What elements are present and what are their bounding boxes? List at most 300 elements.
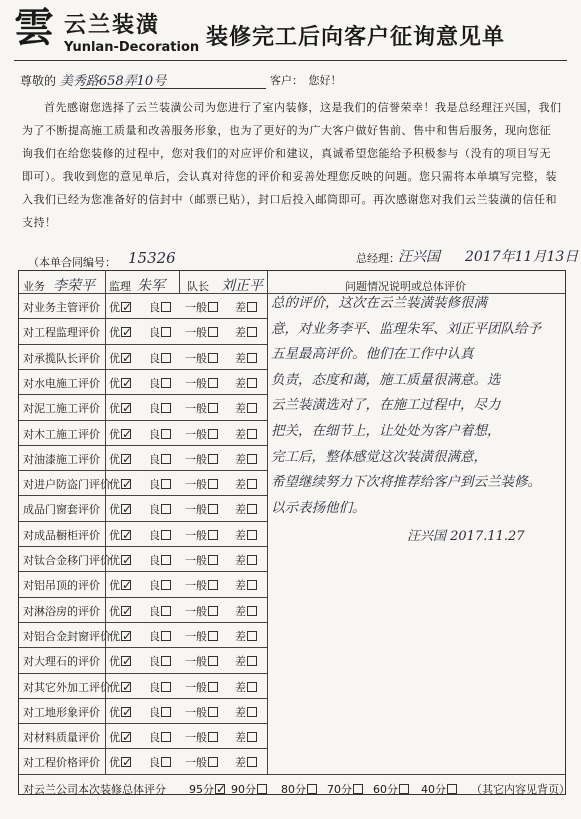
rating-label: 良: [149, 402, 160, 416]
rating-label: 一般: [185, 376, 207, 390]
checkbox[interactable]: [208, 302, 218, 312]
comment-line: 五星最高评价。他们在工作中认真: [271, 346, 474, 363]
form-title: 装修完工后向客户征询意见单: [206, 25, 506, 50]
rating-option[interactable]: [109, 603, 132, 619]
rating-option[interactable]: [185, 552, 218, 568]
row-label: 对工程监理评价: [23, 326, 100, 340]
row-label: 对工程价格评价: [23, 756, 100, 770]
checkbox[interactable]: [208, 454, 218, 464]
rating-option[interactable]: [109, 375, 132, 391]
checkbox[interactable]: [208, 403, 218, 413]
column-divider: [105, 293, 106, 774]
row-label: 对材料质量评价: [23, 731, 100, 745]
rating-option[interactable]: [235, 704, 257, 720]
row-label: 对其它外加工评价: [23, 680, 111, 694]
rating-option[interactable]: [149, 552, 171, 568]
rating-option[interactable]: [149, 476, 171, 492]
column-divider: [267, 271, 268, 774]
rating-option[interactable]: [109, 400, 132, 416]
checkbox[interactable]: [161, 479, 171, 489]
rating-label: 差: [235, 680, 246, 694]
rating-label: 差: [235, 478, 246, 492]
rating-option[interactable]: [149, 375, 171, 391]
rating-label: 差: [235, 629, 246, 643]
comment-line: 完工后，整体感觉这次装潢很满意，: [271, 448, 487, 465]
checkmark-icon: ✓: [122, 300, 133, 314]
rating-option[interactable]: [109, 754, 132, 770]
salesman-name[interactable]: 李荣平: [53, 278, 95, 294]
checkmark-icon: ✓: [122, 578, 133, 593]
address-underline: [80, 88, 266, 89]
rating-label: 一般: [185, 756, 207, 770]
rating-label: 一般: [185, 402, 207, 416]
checkbox[interactable]: [208, 530, 218, 540]
rating-option[interactable]: [149, 704, 171, 720]
rating-label: 差: [235, 604, 246, 618]
rating-option[interactable]: [185, 299, 218, 315]
rating-label: 良: [149, 756, 160, 770]
row-label: 对进户防盗门评价: [23, 478, 111, 492]
row-divider: [19, 622, 267, 623]
rating-label: 优: [109, 326, 120, 340]
rating-label: 差: [235, 756, 246, 770]
rating-option[interactable]: [235, 628, 257, 644]
rating-label: 优: [109, 452, 120, 466]
checkmark-icon: ✓: [122, 401, 133, 416]
checkmark-icon: ✓: [122, 477, 133, 492]
rating-label: 一般: [185, 731, 207, 745]
rating-label: 一般: [185, 351, 207, 365]
checkmark-icon: ✓: [122, 527, 133, 542]
checkbox[interactable]: [447, 784, 457, 794]
salesman-label: 业务: [23, 280, 45, 293]
rating-option[interactable]: [185, 426, 218, 442]
rating-label: 优: [109, 756, 120, 770]
checkbox[interactable]: [208, 656, 218, 666]
rating-option[interactable]: [185, 501, 218, 517]
row-divider: [19, 571, 267, 572]
manager-label: 总经理：: [356, 252, 400, 265]
score-option[interactable]: [327, 781, 363, 797]
checkmark-icon: ✓: [122, 755, 133, 770]
checkbox[interactable]: [247, 707, 257, 717]
rating-label: 优: [109, 705, 120, 719]
checkbox[interactable]: [208, 327, 218, 337]
row-label: 对业务主管评价: [23, 301, 100, 314]
checkbox[interactable]: [247, 378, 257, 388]
checkbox[interactable]: [208, 606, 218, 616]
rating-label: 优: [109, 629, 120, 643]
checkbox[interactable]: [257, 784, 267, 794]
rating-option[interactable]: [235, 527, 257, 543]
checkbox[interactable]: [208, 429, 218, 439]
checkbox[interactable]: [161, 631, 171, 641]
checkmark-icon: ✓: [122, 451, 133, 466]
rating-option[interactable]: [149, 628, 171, 644]
column-divider: [105, 271, 106, 293]
checkmark-icon: ✓: [122, 704, 133, 719]
row-divider: [19, 344, 267, 345]
rating-option[interactable]: [109, 679, 132, 695]
row-divider: [19, 597, 267, 598]
rating-option[interactable]: [149, 653, 171, 669]
rating-label: 良: [149, 376, 160, 390]
rating-label: 良: [149, 579, 160, 593]
checkbox[interactable]: [247, 479, 257, 489]
checkbox[interactable]: [208, 732, 218, 742]
rating-option[interactable]: [109, 324, 132, 340]
rating-option[interactable]: [185, 527, 218, 543]
rating-label: 一般: [185, 478, 207, 492]
rating-option[interactable]: [149, 577, 171, 593]
rating-option[interactable]: [185, 679, 218, 695]
score-label: 40分: [421, 782, 446, 796]
checkbox[interactable]: [161, 682, 171, 692]
row-divider: [19, 470, 267, 471]
rating-option[interactable]: [109, 299, 132, 315]
rating-label: 优: [109, 376, 120, 390]
rating-option[interactable]: [235, 426, 257, 442]
checkbox[interactable]: [161, 555, 171, 565]
checkmark-icon: ✓: [122, 628, 133, 643]
checkbox[interactable]: [208, 504, 218, 514]
checkbox[interactable]: [208, 707, 218, 717]
row-divider: [19, 698, 267, 699]
rating-label: 优: [109, 301, 120, 314]
checkbox[interactable]: [247, 327, 257, 337]
brand-name-en: Yunlan-Decoration: [64, 40, 200, 55]
rating-label: 优: [109, 427, 120, 441]
rating-label: 一般: [185, 301, 207, 314]
row-divider: [19, 369, 267, 370]
rating-option[interactable]: [185, 729, 218, 745]
rating-option[interactable]: [235, 653, 257, 669]
checkbox[interactable]: [247, 555, 257, 565]
rating-option[interactable]: [109, 476, 132, 492]
rating-option[interactable]: [109, 451, 132, 467]
rating-option[interactable]: [235, 400, 257, 416]
rating-option[interactable]: [149, 603, 171, 619]
checkmark-icon: ✓: [216, 781, 227, 796]
rating-label: 一般: [185, 528, 207, 542]
row-label: 成品门窗套评价: [23, 503, 100, 517]
checkmark-icon: ✓: [122, 553, 133, 567]
row-divider: [19, 748, 267, 749]
rating-option[interactable]: [235, 350, 257, 366]
row-label: 对木工施工评价: [23, 427, 100, 441]
score-option[interactable]: [373, 781, 409, 797]
rating-option[interactable]: [109, 628, 132, 644]
row-divider: [19, 394, 267, 395]
rating-option[interactable]: [109, 527, 132, 543]
rating-option[interactable]: [185, 704, 218, 720]
rating-label: 良: [149, 731, 160, 745]
contract-number-label: （本单合同编号：: [28, 256, 116, 269]
company-logo-icon: 雲: [14, 4, 54, 51]
comment-header: 问题情况说明或总体评价: [345, 280, 466, 293]
rating-label: 优: [109, 604, 120, 618]
row-label: 对油漆施工评价: [23, 452, 100, 466]
checkbox[interactable]: [247, 631, 257, 641]
rating-option[interactable]: [235, 476, 257, 492]
brand-name-cn: 云兰装潢: [64, 13, 161, 38]
row-label: 对承揽队长评价: [23, 351, 100, 365]
rating-label: 良: [149, 326, 160, 340]
rating-label: 优: [109, 579, 120, 593]
checkbox[interactable]: [161, 530, 171, 540]
checkbox[interactable]: [247, 454, 257, 464]
rating-option[interactable]: [149, 451, 171, 467]
rating-option[interactable]: [185, 653, 218, 669]
rating-label: 良: [149, 452, 160, 466]
rating-option[interactable]: [149, 426, 171, 442]
checkbox[interactable]: [247, 682, 257, 692]
checkmark-icon: ✓: [122, 325, 133, 340]
rating-label: 差: [235, 427, 246, 441]
back-page-note: （其它内容见背页）: [471, 782, 570, 796]
checkbox[interactable]: [247, 656, 257, 666]
rating-label: 优: [109, 402, 120, 416]
checkbox[interactable]: [247, 504, 257, 514]
score-option[interactable]: [281, 781, 317, 797]
rating-label: 优: [109, 731, 120, 745]
rating-option[interactable]: [149, 679, 171, 695]
checkbox[interactable]: [161, 378, 171, 388]
customer-address[interactable]: 美秀路658弄10号: [59, 74, 167, 89]
checkbox[interactable]: [161, 327, 171, 337]
column-divider: [179, 271, 180, 293]
rating-label: 一般: [185, 503, 207, 517]
checkmark-icon: ✓: [122, 350, 133, 365]
rating-option[interactable]: [109, 704, 132, 720]
rating-label: 一般: [185, 554, 207, 567]
rating-option[interactable]: [185, 324, 218, 340]
comment-line: 意，对业务李平、监理朱军、刘正平团队给予: [271, 320, 541, 337]
rating-label: 良: [149, 705, 160, 719]
rating-option[interactable]: [149, 501, 171, 517]
checkbox[interactable]: [161, 757, 171, 767]
rating-label: 优: [109, 680, 120, 694]
score-label: 90分: [231, 782, 256, 796]
row-label: 对水电施工评价: [23, 376, 100, 390]
checkbox[interactable]: [307, 784, 317, 794]
rating-label: 差: [235, 554, 246, 567]
comment-line: 总的评价，这次在云兰装潢装修很满: [271, 295, 487, 311]
rating-label: 差: [235, 705, 246, 719]
rating-label: 一般: [185, 655, 207, 669]
header-divider: [14, 60, 567, 61]
rating-option[interactable]: [185, 754, 218, 770]
rating-option[interactable]: [109, 729, 132, 745]
checkmark-icon: ✓: [122, 502, 133, 517]
checkbox[interactable]: [161, 403, 171, 413]
rating-option[interactable]: [235, 552, 257, 568]
rating-option[interactable]: [235, 299, 257, 315]
checkbox[interactable]: [353, 784, 363, 794]
supervisor-label: 监理: [109, 280, 131, 293]
rating-option[interactable]: [109, 350, 132, 366]
rating-option[interactable]: [149, 324, 171, 340]
checkbox[interactable]: [161, 454, 171, 464]
checkbox[interactable]: [247, 732, 257, 742]
rating-option[interactable]: [185, 350, 218, 366]
comment-signature: 汪兴国 2017.11.27: [407, 529, 525, 544]
rating-option[interactable]: [149, 400, 171, 416]
checkbox[interactable]: [208, 580, 218, 590]
row-divider: [19, 521, 267, 522]
checkbox[interactable]: [247, 302, 257, 312]
rating-label: 优: [109, 351, 120, 365]
rating-label: 差: [235, 301, 246, 314]
rating-option[interactable]: [185, 577, 218, 593]
row-label: 对大理石的评价: [23, 655, 100, 669]
rating-label: 良: [149, 655, 160, 669]
checkbox[interactable]: [161, 504, 171, 514]
rating-option[interactable]: [109, 426, 132, 442]
checkbox[interactable]: [208, 757, 218, 767]
supervisor-name[interactable]: 朱军: [137, 278, 165, 294]
rating-option[interactable]: [185, 400, 218, 416]
rating-label: 一般: [185, 680, 207, 694]
score-option[interactable]: [421, 781, 457, 797]
rating-label: 差: [235, 579, 246, 593]
rating-label: 优: [109, 503, 120, 517]
checkbox[interactable]: [208, 479, 218, 489]
rating-option[interactable]: [235, 754, 257, 770]
checkbox[interactable]: [208, 353, 218, 363]
rating-label: 一般: [185, 705, 207, 719]
checkbox[interactable]: [161, 302, 171, 312]
rating-option[interactable]: [235, 729, 257, 745]
rating-label: 良: [149, 427, 160, 441]
checkbox[interactable]: [399, 784, 409, 794]
issue-date: 2017年11月13日: [465, 249, 579, 265]
rating-option[interactable]: [185, 451, 218, 467]
checkbox[interactable]: [247, 606, 257, 616]
row-divider: [19, 495, 267, 496]
score-option[interactable]: [189, 781, 226, 797]
rating-label: 优: [109, 478, 120, 492]
rating-option[interactable]: [185, 603, 218, 619]
checkbox[interactable]: [161, 732, 171, 742]
rating-label: 一般: [185, 452, 207, 466]
footer-divider: [19, 774, 565, 775]
checkbox[interactable]: [161, 429, 171, 439]
score-label: 70分: [327, 782, 352, 796]
checkbox[interactable]: [208, 378, 218, 388]
rating-label: 一般: [185, 629, 207, 643]
rating-label: 一般: [185, 604, 207, 618]
checkbox[interactable]: [161, 656, 171, 666]
checkbox[interactable]: [208, 631, 218, 641]
checkbox[interactable]: [208, 555, 218, 565]
rating-option[interactable]: [185, 628, 218, 644]
rating-option[interactable]: [149, 299, 171, 315]
row-label: 对泥工施工评价: [23, 402, 100, 416]
rating-option[interactable]: [235, 577, 257, 593]
row-label: 对成品橱柜评价: [23, 528, 100, 542]
salutation-suffix: 客户： 您好！: [270, 74, 342, 87]
row-label: 对铝合金封窗评价: [23, 629, 111, 643]
rating-label: 良: [149, 680, 160, 694]
rating-option[interactable]: [109, 501, 132, 517]
rating-option[interactable]: [185, 375, 218, 391]
rating-option[interactable]: [149, 729, 171, 745]
checkbox[interactable]: [161, 353, 171, 363]
foreman-name[interactable]: 刘正平: [221, 278, 263, 294]
rating-option[interactable]: [185, 476, 218, 492]
manager-signature: 汪兴国: [398, 249, 440, 265]
row-divider: [19, 293, 565, 294]
evaluation-table: [18, 270, 570, 796]
rating-option[interactable]: [109, 653, 132, 669]
rating-label: 差: [235, 376, 246, 390]
checkbox[interactable]: [247, 757, 257, 767]
rating-label: 差: [235, 351, 246, 365]
rating-label: 差: [235, 326, 246, 340]
rating-option[interactable]: [109, 552, 132, 568]
comment-line: 以示表扬他们。: [271, 499, 366, 516]
rating-label: 良: [149, 528, 160, 542]
contract-number-value[interactable]: 15326: [128, 249, 176, 267]
checkbox[interactable]: [161, 707, 171, 717]
rating-option[interactable]: [149, 527, 171, 543]
row-divider: [19, 647, 267, 648]
rating-label: 良: [149, 554, 160, 567]
score-label: 80分: [281, 782, 306, 796]
intro-paragraph: 首先感谢您选择了云兰装潢公司为您进行了室内装修，这是我们的信誉荣幸！我是总经理汪兴国，我们为了不断提高施工质量和改善服务形象，也为了更好的为广大客户做好售前、售中和售后服务，现向您征询我们在给您装修的过程中，您对我们的对应评价和建议，真诚希望您能给予积极参与（没有的项目写无即可）。我收到您的意见单后，会认真对待您的评价和妥善处理您反映的问题。您只需将本单填写完整，装入我们已经为您准备好的信封中（邮票已贴），封口后投入邮筒即可。再次感谢您对我们云兰装潢的信任和支持！: [22, 101, 562, 229]
row-label: 对工地形象评价: [23, 705, 100, 719]
checkbox[interactable]: [247, 353, 257, 363]
rating-option[interactable]: [235, 679, 257, 695]
score-option[interactable]: [231, 781, 267, 797]
checkbox[interactable]: [247, 530, 257, 540]
rating-label: 差: [235, 402, 246, 416]
rating-label: 良: [149, 629, 160, 643]
checkbox[interactable]: [247, 403, 257, 413]
rating-option[interactable]: [235, 603, 257, 619]
checkmark-icon: ✓: [122, 603, 133, 618]
rating-option[interactable]: [149, 754, 171, 770]
comment-line: 负责，态度和蔼，施工质量很满意。选: [271, 371, 501, 388]
rating-label: 良: [149, 604, 160, 618]
rating-label: 良: [149, 503, 160, 517]
checkbox[interactable]: [161, 606, 171, 616]
row-label: 对钛合金移门评价: [23, 554, 111, 567]
row-label: 对淋浴房的评价: [23, 604, 100, 618]
salutation-prefix: 尊敬的: [20, 74, 57, 88]
checkbox[interactable]: [247, 429, 257, 439]
checkbox[interactable]: [161, 580, 171, 590]
rating-option[interactable]: [235, 501, 257, 517]
row-divider: [19, 420, 267, 421]
checkbox[interactable]: [208, 682, 218, 692]
row-divider: [19, 723, 267, 724]
rating-option[interactable]: [149, 350, 171, 366]
rating-option[interactable]: [235, 324, 257, 340]
row-divider: [19, 445, 267, 446]
row-label: 对铝吊顶的评价: [23, 579, 100, 593]
rating-option[interactable]: [235, 375, 257, 391]
comment-line: 希望继续努力下次将推荐给客户到云兰装修。: [271, 474, 541, 491]
rating-label: 差: [235, 655, 246, 669]
rating-option[interactable]: [235, 451, 257, 467]
foreman-label: 队长: [187, 280, 209, 293]
checkbox[interactable]: [247, 580, 257, 590]
rating-option[interactable]: [109, 577, 132, 593]
comment-text[interactable]: [271, 291, 561, 521]
row-divider: [19, 673, 267, 674]
